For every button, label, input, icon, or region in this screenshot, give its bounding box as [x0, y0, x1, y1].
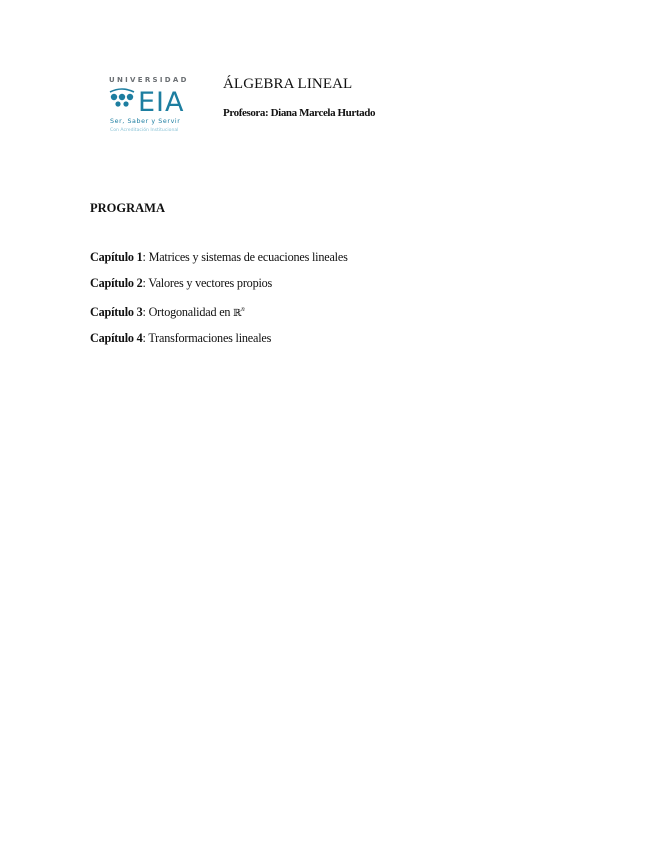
logo-name: EIA [138, 87, 185, 115]
chapter-label: Capítulo 3 [90, 305, 143, 319]
exponent-n: n [241, 305, 245, 313]
chapter-text: : Ortogonalidad en [142, 305, 234, 319]
course-title: ÁLGEBRA LINEAL [223, 76, 353, 92]
professor-name: Profesora: Diana Marcela Hurtado [223, 107, 376, 119]
chapter-item [90, 276, 272, 291]
logo-tagline: Ser, Saber y Servir [110, 118, 181, 125]
real-numbers-symbol: ℝ [233, 308, 242, 319]
chapter-label: Capítulo 1 [90, 250, 143, 264]
chapter-text: : Valores y vectores propios [142, 276, 273, 290]
logo-accreditation: Con Acreditación Institucional [110, 128, 179, 133]
chapter-label: Capítulo 2 [90, 276, 143, 290]
logo-university-text: UNIVERSIDAD [109, 76, 189, 84]
chapter-label: Capítulo 4 [90, 331, 143, 345]
chapter-text: : Transformaciones lineales [142, 331, 272, 345]
chapter-text: : Matrices y sistemas de ecuaciones lineales [142, 250, 348, 264]
chapter-item [90, 250, 348, 265]
eia-logo-mark [106, 87, 204, 115]
chapter-item [90, 305, 245, 320]
chapter-item [90, 331, 271, 346]
program-heading: PROGRAMA [90, 201, 165, 215]
university-logo [106, 74, 206, 140]
